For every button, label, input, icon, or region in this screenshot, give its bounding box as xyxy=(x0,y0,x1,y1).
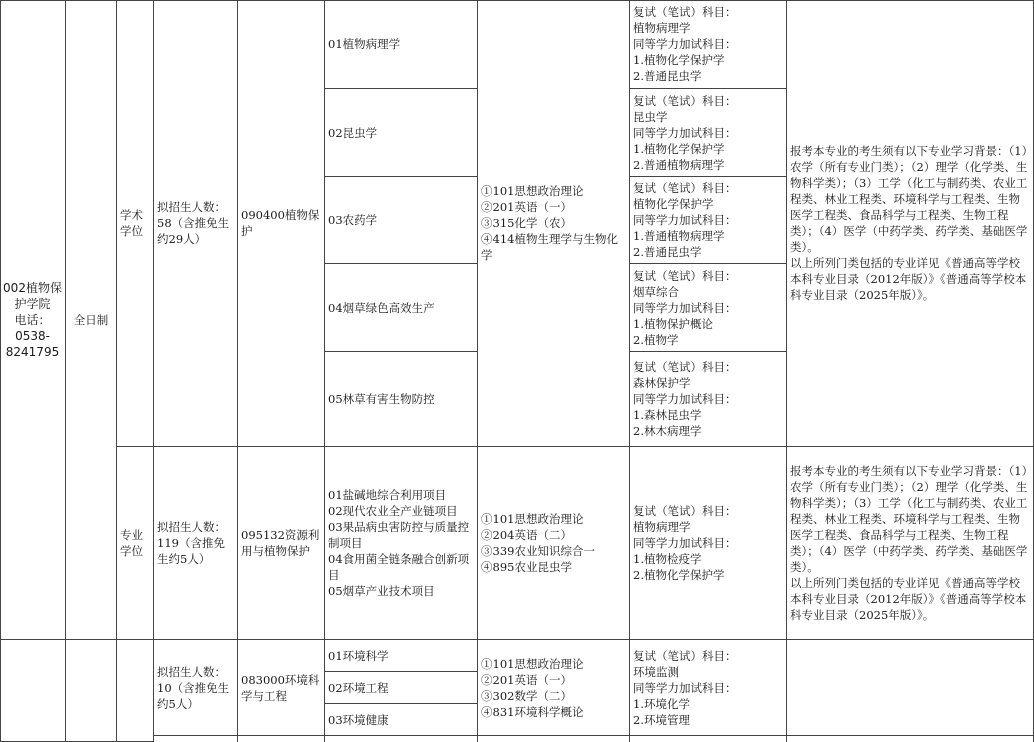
retest-professional: 复试（笔试）科目： 植物病理学 同等学力加试科目： 1.植物检疫学 2.植物化学保护学 xyxy=(630,447,787,640)
direction-02: 02昆虫学 xyxy=(325,89,478,177)
remarks-professional: 报考本专业的考生须有以下专业学习背景：（1）农学（所有专业门类）；（2）理学（化学类、生物科学类）；（3）工学（化工与制药类、农业工程类、林业工程类、环境科学与工程类、生物医学工程类、食品科学与工程类、生物工程类）；（4）医学（中药学类、药学类、基础医学类）。 以上所列门类包括的专业详见《普通高等学校本科专业目录（2012年版）》《普通高等学校本科专业目录（2025年版）》。 xyxy=(787,447,1034,640)
retest-env: 复试（笔试）科目： 环境监测 同等学力加试科目： 1.环境化学 2.环境管理 xyxy=(630,640,787,736)
enrollment-professional: 拟招生人数：119（含推免生约5人） xyxy=(154,447,238,640)
next-row-stub-2 xyxy=(238,736,325,742)
directions-professional: 01盐碱地综合利用项目 02现代农业全产业链项目 03果品病虫害防控与质量控制项目 04食用菌全链条融合创新项目 05烟草产业技术项目 xyxy=(325,447,478,640)
exam-subjects-env: ①101思想政治理论 ②201英语（一） ③302数学（二） ④831环境科学概论 xyxy=(478,640,630,736)
college-phone-label: 电话： xyxy=(14,312,51,327)
next-row-stub-5 xyxy=(630,736,787,742)
direction-env-01: 01环境科学 xyxy=(325,640,478,672)
enrollment-env: 拟招生人数：10（含推免生约5人） xyxy=(154,640,238,736)
exam-subjects-academic: ①101思想政治理论 ②201英语（一） ③315化学（农） ④414植物生理学与生物化学 xyxy=(478,0,630,447)
retest-01: 复试（笔试）科目： 植物病理学 同等学力加试科目： 1.植物化学保护学 2.普通昆虫学 xyxy=(630,0,787,89)
degree-type-professional: 专业学位 xyxy=(117,447,154,640)
direction-01: 01植物病理学 xyxy=(325,0,478,89)
next-row-stub-3 xyxy=(325,736,478,742)
college-name: 002植物保护学院 xyxy=(3,280,62,311)
remarks-academic: 报考本专业的考生须有以下专业学习背景：（1）农学（所有专业门类）；（2）理学（化学类、生物科学类）；（3）工学（化工与制药类、农业工程类、林业工程类、环境科学与工程类、生物医学工程类、食品科学与工程类、生物工程类）；（4）医学（中药学类、药学类、基础医学类）。 以上所列门类包括的专业详见《普通高等学校本科专业目录（2012年版）》《普通高等学校本科专业目录（2025年版）》。 xyxy=(787,0,1034,447)
college-cell-next xyxy=(0,640,66,742)
retest-05: 复试（笔试）科目： 森林保护学 同等学力加试科目： 1.森林昆虫学 2.林木病理学 xyxy=(630,352,787,447)
study-mode-cell xyxy=(66,0,117,640)
next-row-stub-1 xyxy=(154,736,238,742)
degree-type-next xyxy=(117,640,154,742)
next-row-stub-6 xyxy=(787,736,1034,742)
retest-02: 复试（笔试）科目： 昆虫学 同等学力加试科目： 1.植物化学保护学 2.普通植物病理学 xyxy=(630,89,787,177)
remarks-env xyxy=(787,640,1034,736)
direction-env-03: 03环境健康 xyxy=(325,704,478,736)
study-mode: 全日制 xyxy=(73,312,109,327)
college-phone: 0538-8241795 xyxy=(5,328,60,359)
major-env: 083000环境科学与工程 xyxy=(238,640,325,736)
major-professional: 095132资源利用与植物保护 xyxy=(238,447,325,640)
degree-type-academic: 学术学位 xyxy=(117,0,154,447)
direction-05: 05林草有害生物防控 xyxy=(325,352,478,447)
major-academic: 090400植物保护 xyxy=(238,0,325,447)
direction-04: 04烟草绿色高效生产 xyxy=(325,264,478,352)
direction-03: 03农药学 xyxy=(325,177,478,264)
exam-subjects-professional: ①101思想政治理论 ②204英语（二） ③339农业知识综合一 ④895农业昆虫学 xyxy=(478,447,630,640)
enrollment-academic: 拟招生人数：58（含推免生约29人） xyxy=(154,0,238,447)
college-cell xyxy=(0,0,66,640)
retest-04: 复试（笔试）科目： 烟草综合 同等学力加试科目： 1.植物保护概论 2.植物学 xyxy=(630,264,787,352)
direction-env-02: 02环境工程 xyxy=(325,672,478,704)
retest-03: 复试（笔试）科目： 植物化学保护学 同等学力加试科目： 1.普通植物病理学 2.普通昆虫学 xyxy=(630,177,787,264)
study-mode-cell-next xyxy=(66,640,117,742)
next-row-stub-4 xyxy=(478,736,630,742)
